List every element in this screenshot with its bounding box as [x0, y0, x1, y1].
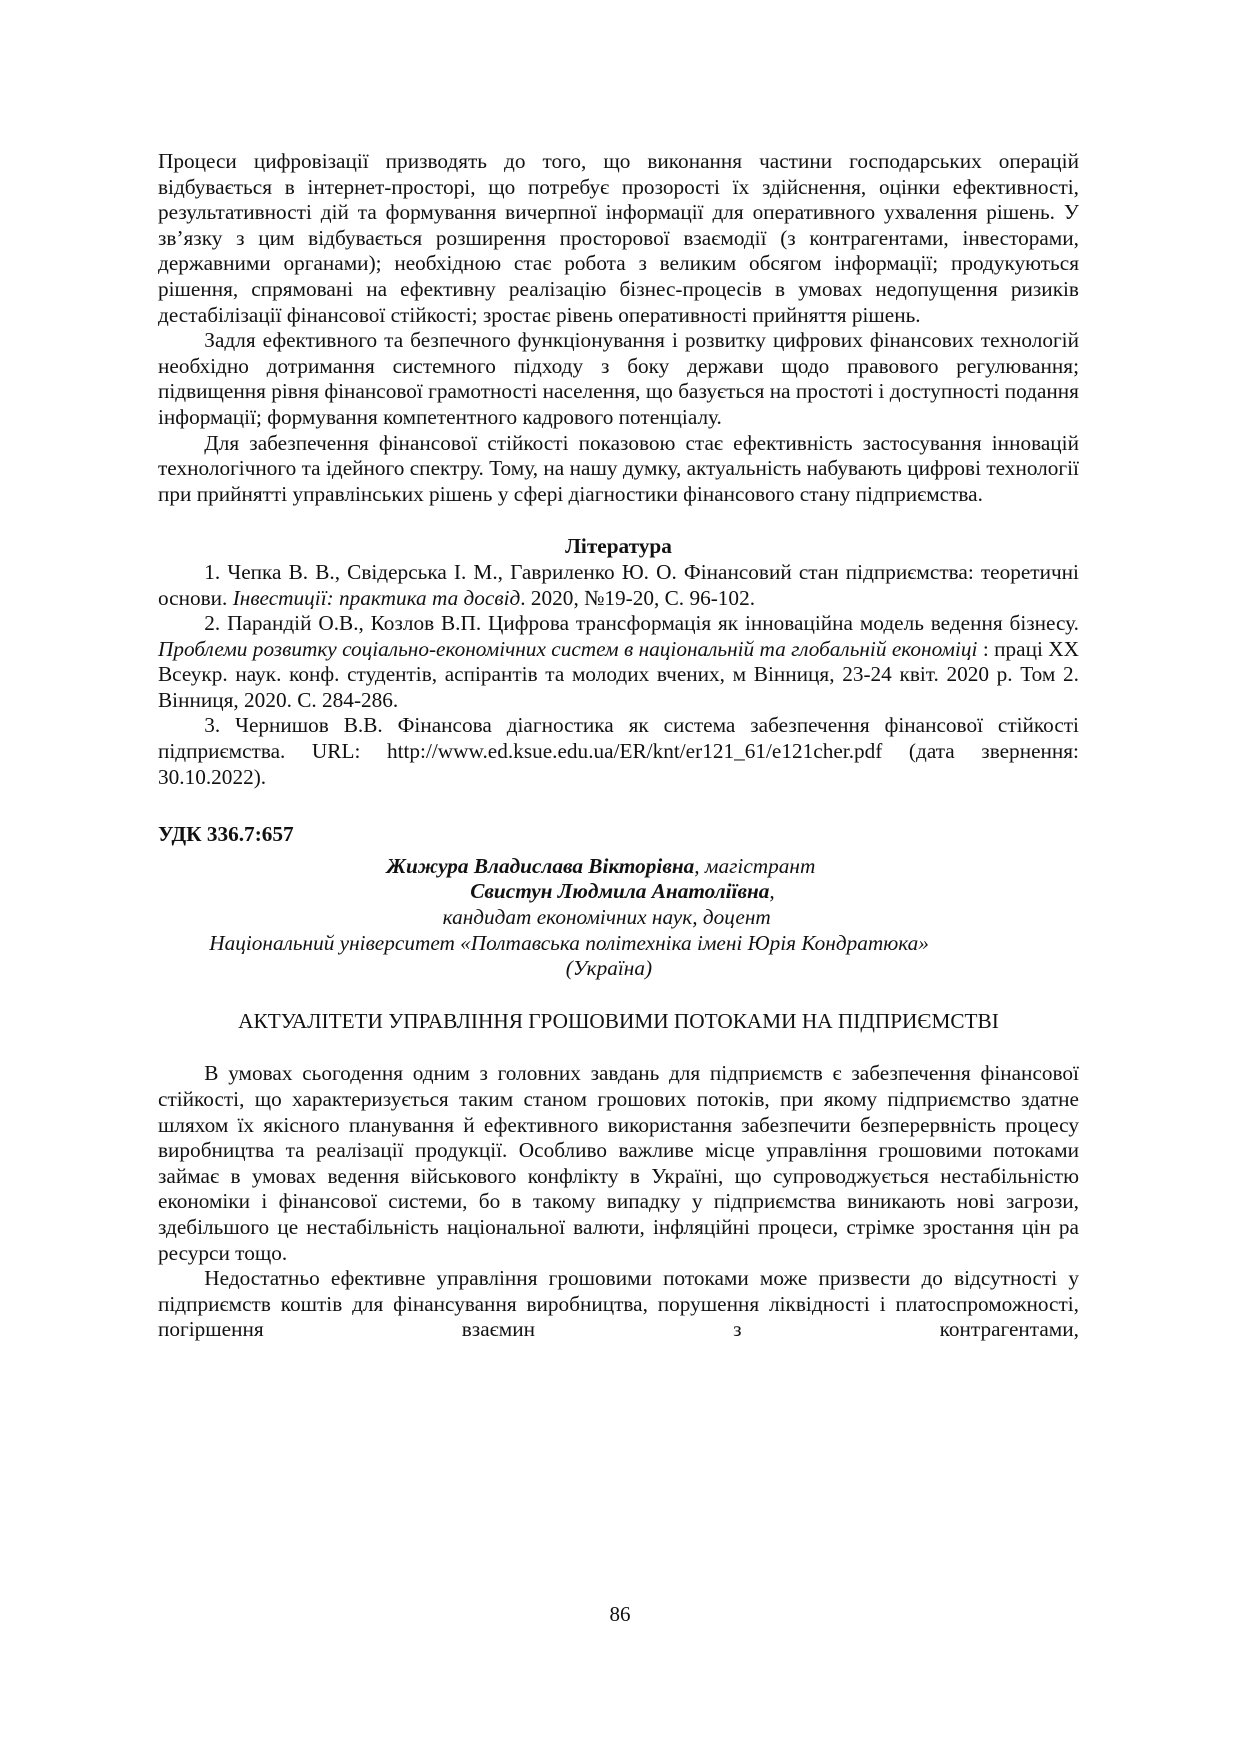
paragraph: Для забезпечення фінансової стійкості показовою стає ефективність застосування інновацій технологічного та ідейного спектру. Тому, на нашу думку, актуальність набувають цифрові технології при прийнятті управлінських рішень у сфері діагностики фінансового стану підприємства.	[158, 430, 1079, 506]
reference-item	[158, 560, 1079, 611]
author-punct: ,	[769, 879, 775, 904]
article-title: АКТУАЛІТЕТИ УПРАВЛІННЯ ГРОШОВИМИ ПОТОКАМИ НА ПІДПРИЄМСТВІ	[238, 1008, 999, 1033]
reference-item	[158, 713, 1079, 790]
country: (Україна)	[565, 956, 653, 981]
author-block	[158, 854, 1079, 982]
reference-source: Проблеми розвитку соціально-економічних систем в національній та глобальній економіці	[158, 636, 978, 661]
author-role: кандидат економічних наук, доцент	[442, 905, 771, 930]
author-line	[158, 854, 1079, 880]
paragraph: Недостатньо ефективне управління грошовими потоками може призвести до відсутності у підприємств коштів для фінансування виробництва, порушення ліквідності і платоспроможності, погіршення взаємин з контрагентами,	[158, 1266, 1079, 1342]
author-name: Свистун Людмила Анатоліївна	[470, 879, 770, 904]
paragraph: Процеси цифровізації призводять до того, що виконання частини господарських операцій відбувається в інтернет-просторі, що потребує прозорості їх здійснення, оцінки ефективності, результативності дій та формування вичерпної інформації для оперативного ухвалення рішень. У зв’язку з цим відбувається розширення просторової взаємодії (з контрагентами, інвесторами, державними органами); необхідною стає робота з великим обсягом інформації; продукуються рішення, спрямовані на ефективну реалізацію бізнес-процесів в умовах недопущення ризиків дестабілізації фінансової стійкості; зростає рівень оперативності прийняття рішень.	[158, 149, 1079, 327]
reference-source: Інвестиції: практика та досвід	[232, 585, 521, 610]
reference-text: . 2020, №19-20, С. 96-102.	[520, 585, 756, 610]
author-role: , магістрант	[694, 853, 816, 878]
author-name: Жижура Владислава Вікторівна	[386, 853, 695, 878]
literature-heading: Література	[565, 534, 672, 559]
paragraph: В умовах сьогодення одним з головних завдань для підприємств є забезпечення фінансової стійкості, що характеризується таким станом грошових потоків, при якому підприємство здатне шляхом їх якісного планування й ефективного використання забезпечити безперервність процесу виробництва та реалізації продукції. Особливо важливе місце управління грошовими потоками займає в умовах ведення військового конфлікту в Україні, що супроводжується нестабільністю економіки і фінансової системи, бо в такому випадку у підприємства виникають нові загрози, здебільшого це нестабільність національної валюти, інфляційні процеси, стрімке зростання цін ра ресурси тощо.	[158, 1061, 1079, 1265]
reference-text: 2. Парандій О.В., Козлов В.П. Цифрова трансформація як інноваційна модель ведення бізнесу.	[204, 611, 1079, 636]
author-line	[158, 879, 1079, 905]
udk-code: УДК 336.7:657	[158, 822, 294, 847]
reference-text: : праці XX Всеукр. наук. конф. студентів, аспірантів та молодих вчених, м Вінниця, 23-24 квіт. 2020 р. Том 2. Вінниця, 2020. С. 284-286.	[158, 636, 1079, 712]
reference-item	[158, 611, 1079, 713]
reference-text: 1. Чепка В. В., Свідерська І. М., Гавриленко Ю. О. Фінансовий стан підприємства: теоретичні основи.	[158, 559, 1079, 610]
reference-text: 3. Чернишов В.В. Фінансова діагностика як система забезпечення фінансової стійкості підприємства. URL: http://www.ed.ksue.edu.ua/ER/knt/er121_61/e121cher.pdf (дата звернення: 30.10.2022).	[158, 713, 1079, 789]
document-page	[158, 149, 1079, 1343]
paragraph: Задля ефективного та безпечного функціонування і розвитку цифрових фінансових технологій необхідно дотримання системного підходу з боку держави щодо правового регулювання; підвищення рівня фінансової грамотності населення, що базується на простоті і доступності подання інформації; формування компетентного кадрового потенціалу.	[158, 328, 1079, 429]
institution: Національний університет «Полтавська політехніка імені Юрія Кондратюка»	[209, 930, 929, 955]
page-number: 86	[609, 1602, 631, 1626]
